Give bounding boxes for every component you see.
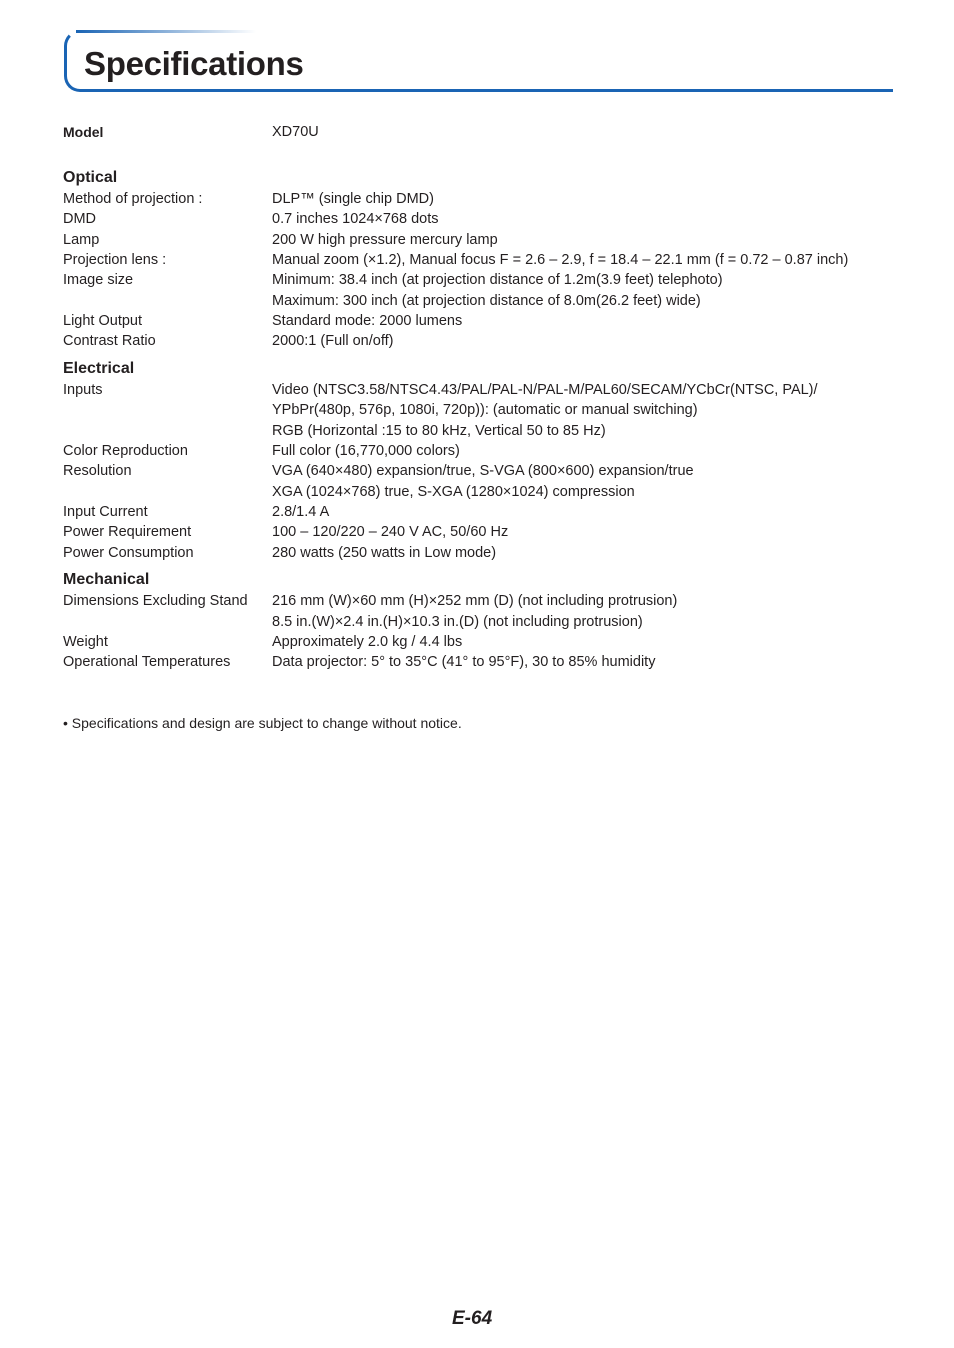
section-heading-mechanical: Mechanical [63, 571, 150, 588]
spec-label: Power Requirement [63, 524, 192, 540]
spec-label: Method of projection : [63, 191, 203, 207]
spec-value: Standard mode: 2000 lumens [272, 313, 463, 329]
page-title: Specifications [84, 45, 304, 82]
spec-label: Lamp [63, 232, 100, 248]
spec-label: Model [63, 124, 104, 140]
spec-label: Color Reproduction [63, 443, 188, 459]
section-heading-optical: Optical [63, 169, 118, 186]
spec-value: Manual zoom (×1.2), Manual focus F = 2.6 – 2.9, f = 18.4 – 22.1 mm (f = 0.72 – 0.87 inch) [272, 252, 849, 268]
spec-value: 2.8/1.4 A [272, 504, 330, 520]
spec-value: Full color (16,770,000 colors) [272, 443, 460, 459]
spec-label: Contrast Ratio [63, 333, 156, 349]
spec-value: 200 W high pressure mercury lamp [272, 232, 498, 248]
spec-value: 2000:1 (Full on/off) [272, 333, 394, 349]
spec-value: XGA (1024×768) true, S-XGA (1280×1024) compression [272, 484, 635, 500]
spec-value: 8.5 in.(W)×2.4 in.(H)×10.3 in.(D) (not including protrusion) [272, 614, 643, 630]
title-accent [76, 30, 256, 33]
spec-label: Projection lens : [63, 252, 167, 268]
spec-value: 280 watts (250 watts in Low mode) [272, 545, 497, 561]
spec-value: Minimum: 38.4 inch (at projection distance of 1.2m(3.9 feet) telephoto) [272, 272, 723, 288]
spec-value: YPbPr(480p, 576p, 1080i, 720p)): (automatic or manual switching) [272, 402, 698, 418]
spec-label: Operational Temperatures [63, 654, 231, 670]
spec-value: Approximately 2.0 kg / 4.4 lbs [272, 634, 463, 650]
spec-label: DMD [63, 211, 97, 227]
spec-value: Data projector: 5° to 35°C (41° to 95°F), 30 to 85% humidity [272, 654, 656, 670]
spec-value: 216 mm (W)×60 mm (H)×252 mm (D) (not including protrusion) [272, 593, 678, 609]
spec-label: Dimensions Excluding Stand [63, 593, 248, 609]
spec-label: Inputs [63, 382, 103, 398]
spec-value: VGA (640×480) expansion/true, S-VGA (800×600) expansion/true [272, 463, 694, 479]
spec-label: Resolution [63, 463, 132, 479]
footnote: • Specifications and design are subject to change without notice. [63, 715, 462, 731]
spec-value: 100 – 120/220 – 240 V AC, 50/60 Hz [272, 524, 509, 540]
spec-value: Video (NTSC3.58/NTSC4.43/PAL/PAL-N/PAL-M/PAL60/SECAM/YCbCr(NTSC, PAL)/ [272, 382, 818, 398]
section-heading-electrical: Electrical [63, 360, 135, 377]
spec-value: DLP™ (single chip DMD) [272, 191, 434, 207]
spec-value: Maximum: 300 inch (at projection distance of 8.0m(26.2 feet) wide) [272, 293, 701, 309]
spec-value: RGB (Horizontal :15 to 80 kHz, Vertical 50 to 85 Hz) [272, 423, 606, 439]
spec-label: Input Current [63, 504, 148, 520]
spec-label: Power Consumption [63, 545, 194, 561]
spec-value: 0.7 inches 1024×768 dots [272, 211, 439, 227]
spec-value: XD70U [272, 124, 319, 140]
spec-label: Light Output [63, 313, 142, 329]
spec-label: Weight [63, 634, 108, 650]
page-number: E-64 [452, 1308, 493, 1329]
spec-label: Image size [63, 272, 134, 288]
